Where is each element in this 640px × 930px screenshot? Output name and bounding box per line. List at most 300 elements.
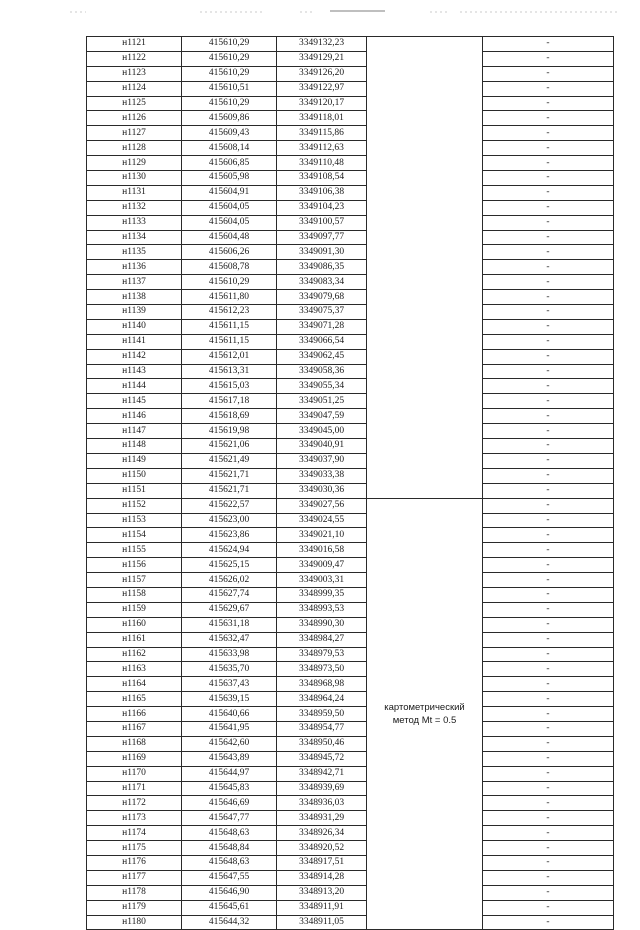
y-coordinate-cell: 3349112,63 bbox=[277, 141, 367, 156]
y-coordinate-cell: 3349045,00 bbox=[277, 424, 367, 439]
point-name-cell: н1121 bbox=[87, 37, 182, 52]
description-cell: - bbox=[483, 185, 614, 200]
y-coordinate-cell: 3349126,20 bbox=[277, 66, 367, 81]
x-coordinate-cell: 415621,49 bbox=[182, 453, 277, 468]
y-coordinate-cell: 3349104,23 bbox=[277, 200, 367, 215]
description-cell: - bbox=[483, 409, 614, 424]
x-coordinate-cell: 415648,63 bbox=[182, 855, 277, 870]
x-coordinate-cell: 415633,98 bbox=[182, 647, 277, 662]
x-coordinate-cell: 415639,15 bbox=[182, 692, 277, 707]
table-row bbox=[87, 781, 614, 796]
y-coordinate-cell: 3349097,77 bbox=[277, 230, 367, 245]
description-cell: - bbox=[483, 453, 614, 468]
y-coordinate-cell: 3348913,20 bbox=[277, 885, 367, 900]
table-row bbox=[87, 766, 614, 781]
point-name-cell: н1135 bbox=[87, 245, 182, 260]
description-cell: - bbox=[483, 826, 614, 841]
table-row bbox=[87, 855, 614, 870]
description-cell: - bbox=[483, 811, 614, 826]
y-coordinate-cell: 3348990,30 bbox=[277, 617, 367, 632]
x-coordinate-cell: 415644,32 bbox=[182, 915, 277, 930]
table-row bbox=[87, 885, 614, 900]
description-cell: - bbox=[483, 796, 614, 811]
table-row bbox=[87, 290, 614, 305]
table-row bbox=[87, 379, 614, 394]
table-row bbox=[87, 811, 614, 826]
table-row bbox=[87, 513, 614, 528]
x-coordinate-cell: 415612,01 bbox=[182, 349, 277, 364]
point-name-cell: н1149 bbox=[87, 453, 182, 468]
x-coordinate-cell: 415605,98 bbox=[182, 171, 277, 186]
point-name-cell: н1144 bbox=[87, 379, 182, 394]
y-coordinate-cell: 3349003,31 bbox=[277, 573, 367, 588]
description-cell: - bbox=[483, 498, 614, 513]
description-cell: - bbox=[483, 379, 614, 394]
table-row bbox=[87, 602, 614, 617]
description-cell: - bbox=[483, 260, 614, 275]
table-row bbox=[87, 141, 614, 156]
description-cell: - bbox=[483, 736, 614, 751]
description-cell: - bbox=[483, 290, 614, 305]
x-coordinate-cell: 415624,94 bbox=[182, 543, 277, 558]
y-coordinate-cell: 3349083,34 bbox=[277, 275, 367, 290]
y-coordinate-cell: 3348939,69 bbox=[277, 781, 367, 796]
point-name-cell: н1129 bbox=[87, 156, 182, 171]
description-cell: - bbox=[483, 394, 614, 409]
point-name-cell: н1170 bbox=[87, 766, 182, 781]
x-coordinate-cell: 415648,63 bbox=[182, 826, 277, 841]
y-coordinate-cell: 3349009,47 bbox=[277, 558, 367, 573]
method-label-line1: картометрический bbox=[384, 702, 465, 714]
point-name-cell: н1160 bbox=[87, 617, 182, 632]
table-row bbox=[87, 364, 614, 379]
x-coordinate-cell: 415618,69 bbox=[182, 409, 277, 424]
table-row bbox=[87, 409, 614, 424]
point-name-cell: н1138 bbox=[87, 290, 182, 305]
x-coordinate-cell: 415621,71 bbox=[182, 483, 277, 498]
description-cell: - bbox=[483, 171, 614, 186]
x-coordinate-cell: 415646,69 bbox=[182, 796, 277, 811]
table-row bbox=[87, 721, 614, 736]
table-row bbox=[87, 826, 614, 841]
point-name-cell: н1162 bbox=[87, 647, 182, 662]
description-cell: - bbox=[483, 573, 614, 588]
description-cell: - bbox=[483, 543, 614, 558]
point-name-cell: н1172 bbox=[87, 796, 182, 811]
table-row bbox=[87, 439, 614, 454]
y-coordinate-cell: 3348920,52 bbox=[277, 841, 367, 856]
description-cell: - bbox=[483, 915, 614, 930]
y-coordinate-cell: 3349118,01 bbox=[277, 111, 367, 126]
point-name-cell: н1150 bbox=[87, 468, 182, 483]
x-coordinate-cell: 415609,86 bbox=[182, 111, 277, 126]
table-row bbox=[87, 915, 614, 930]
y-coordinate-cell: 3349027,56 bbox=[277, 498, 367, 513]
point-name-cell: н1122 bbox=[87, 51, 182, 66]
y-coordinate-cell: 3349106,38 bbox=[277, 185, 367, 200]
y-coordinate-cell: 3348984,27 bbox=[277, 632, 367, 647]
x-coordinate-cell: 415608,78 bbox=[182, 260, 277, 275]
table-row bbox=[87, 632, 614, 647]
x-coordinate-cell: 415604,05 bbox=[182, 215, 277, 230]
y-coordinate-cell: 3349115,86 bbox=[277, 126, 367, 141]
point-name-cell: н1143 bbox=[87, 364, 182, 379]
description-cell: - bbox=[483, 721, 614, 736]
y-coordinate-cell: 3348973,50 bbox=[277, 662, 367, 677]
point-name-cell: н1168 bbox=[87, 736, 182, 751]
description-cell: - bbox=[483, 751, 614, 766]
y-coordinate-cell: 3349122,97 bbox=[277, 81, 367, 96]
point-name-cell: н1123 bbox=[87, 66, 182, 81]
table-row bbox=[87, 111, 614, 126]
x-coordinate-cell: 415609,43 bbox=[182, 126, 277, 141]
coordinates-table-body bbox=[87, 37, 614, 930]
table-row bbox=[87, 334, 614, 349]
y-coordinate-cell: 3349110,48 bbox=[277, 156, 367, 171]
table-row bbox=[87, 305, 614, 320]
y-coordinate-cell: 3349051,25 bbox=[277, 394, 367, 409]
table-row bbox=[87, 394, 614, 409]
point-name-cell: н1176 bbox=[87, 855, 182, 870]
description-cell: - bbox=[483, 126, 614, 141]
y-coordinate-cell: 3348914,28 bbox=[277, 870, 367, 885]
point-name-cell: н1180 bbox=[87, 915, 182, 930]
description-cell: - bbox=[483, 141, 614, 156]
y-coordinate-cell: 3349079,68 bbox=[277, 290, 367, 305]
description-cell: - bbox=[483, 558, 614, 573]
description-cell: - bbox=[483, 677, 614, 692]
y-coordinate-cell: 3348950,46 bbox=[277, 736, 367, 751]
description-cell: - bbox=[483, 632, 614, 647]
table-row bbox=[87, 96, 614, 111]
y-coordinate-cell: 3348968,98 bbox=[277, 677, 367, 692]
description-cell: - bbox=[483, 513, 614, 528]
description-cell: - bbox=[483, 111, 614, 126]
x-coordinate-cell: 415615,03 bbox=[182, 379, 277, 394]
x-coordinate-cell: 415645,83 bbox=[182, 781, 277, 796]
x-coordinate-cell: 415606,85 bbox=[182, 156, 277, 171]
point-name-cell: н1178 bbox=[87, 885, 182, 900]
y-coordinate-cell: 3349132,23 bbox=[277, 37, 367, 52]
description-cell: - bbox=[483, 200, 614, 215]
point-name-cell: н1171 bbox=[87, 781, 182, 796]
point-name-cell: н1151 bbox=[87, 483, 182, 498]
method-label-line2: метод Mt = 0.5 bbox=[392, 715, 457, 727]
description-cell: - bbox=[483, 349, 614, 364]
point-name-cell: н1130 bbox=[87, 171, 182, 186]
point-name-cell: н1159 bbox=[87, 602, 182, 617]
x-coordinate-cell: 415612,23 bbox=[182, 305, 277, 320]
description-cell: - bbox=[483, 617, 614, 632]
x-coordinate-cell: 415610,51 bbox=[182, 81, 277, 96]
point-name-cell: н1134 bbox=[87, 230, 182, 245]
table-row bbox=[87, 870, 614, 885]
description-cell: - bbox=[483, 841, 614, 856]
table-row bbox=[87, 573, 614, 588]
y-coordinate-cell: 3349108,54 bbox=[277, 171, 367, 186]
x-coordinate-cell: 415610,29 bbox=[182, 96, 277, 111]
description-cell: - bbox=[483, 855, 614, 870]
table-row bbox=[87, 81, 614, 96]
x-coordinate-cell: 415623,00 bbox=[182, 513, 277, 528]
y-coordinate-cell: 3349091,30 bbox=[277, 245, 367, 260]
scan-header-fragment bbox=[0, 0, 640, 30]
description-cell: - bbox=[483, 424, 614, 439]
point-name-cell: н1174 bbox=[87, 826, 182, 841]
x-coordinate-cell: 415627,74 bbox=[182, 587, 277, 602]
description-cell: - bbox=[483, 334, 614, 349]
table-row bbox=[87, 319, 614, 334]
description-cell: - bbox=[483, 215, 614, 230]
description-cell: - bbox=[483, 156, 614, 171]
y-coordinate-cell: 3348979,53 bbox=[277, 647, 367, 662]
x-coordinate-cell: 415645,61 bbox=[182, 900, 277, 915]
x-coordinate-cell: 415606,26 bbox=[182, 245, 277, 260]
point-name-cell: н1169 bbox=[87, 751, 182, 766]
point-name-cell: н1175 bbox=[87, 841, 182, 856]
description-cell: - bbox=[483, 245, 614, 260]
point-name-cell: н1140 bbox=[87, 319, 182, 334]
table-row bbox=[87, 424, 614, 439]
x-coordinate-cell: 415611,15 bbox=[182, 334, 277, 349]
x-coordinate-cell: 415647,77 bbox=[182, 811, 277, 826]
table-row bbox=[87, 171, 614, 186]
table-row bbox=[87, 453, 614, 468]
table-row bbox=[87, 349, 614, 364]
point-name-cell: н1154 bbox=[87, 528, 182, 543]
x-coordinate-cell: 415617,18 bbox=[182, 394, 277, 409]
point-name-cell: н1145 bbox=[87, 394, 182, 409]
y-coordinate-cell: 3348954,77 bbox=[277, 721, 367, 736]
x-coordinate-cell: 415610,29 bbox=[182, 37, 277, 52]
table-row bbox=[87, 498, 614, 513]
table-row bbox=[87, 230, 614, 245]
description-cell: - bbox=[483, 66, 614, 81]
point-name-cell: н1148 bbox=[87, 439, 182, 454]
y-coordinate-cell: 3348926,34 bbox=[277, 826, 367, 841]
description-cell: - bbox=[483, 647, 614, 662]
table-row bbox=[87, 587, 614, 602]
point-name-cell: н1128 bbox=[87, 141, 182, 156]
point-name-cell: н1133 bbox=[87, 215, 182, 230]
point-name-cell: н1153 bbox=[87, 513, 182, 528]
description-cell: - bbox=[483, 766, 614, 781]
description-cell: - bbox=[483, 275, 614, 290]
x-coordinate-cell: 415632,47 bbox=[182, 632, 277, 647]
point-name-cell: н1141 bbox=[87, 334, 182, 349]
x-coordinate-cell: 415604,48 bbox=[182, 230, 277, 245]
table-row bbox=[87, 900, 614, 915]
table-row bbox=[87, 751, 614, 766]
x-coordinate-cell: 415621,06 bbox=[182, 439, 277, 454]
description-cell: - bbox=[483, 662, 614, 677]
point-name-cell: н1137 bbox=[87, 275, 182, 290]
x-coordinate-cell: 415622,57 bbox=[182, 498, 277, 513]
table-row bbox=[87, 468, 614, 483]
point-name-cell: н1167 bbox=[87, 721, 182, 736]
table-row bbox=[87, 617, 614, 632]
y-coordinate-cell: 3349047,59 bbox=[277, 409, 367, 424]
point-name-cell: н1173 bbox=[87, 811, 182, 826]
x-coordinate-cell: 415626,02 bbox=[182, 573, 277, 588]
point-name-cell: н1177 bbox=[87, 870, 182, 885]
y-coordinate-cell: 3349021,10 bbox=[277, 528, 367, 543]
table-row bbox=[87, 156, 614, 171]
method-cell bbox=[367, 498, 483, 930]
description-cell: - bbox=[483, 528, 614, 543]
table-row bbox=[87, 245, 614, 260]
point-name-cell: н1155 bbox=[87, 543, 182, 558]
x-coordinate-cell: 415644,97 bbox=[182, 766, 277, 781]
y-coordinate-cell: 3349055,34 bbox=[277, 379, 367, 394]
x-coordinate-cell: 415643,89 bbox=[182, 751, 277, 766]
y-coordinate-cell: 3349062,45 bbox=[277, 349, 367, 364]
method-cell-upper bbox=[367, 37, 483, 499]
description-cell: - bbox=[483, 483, 614, 498]
y-coordinate-cell: 3349058,36 bbox=[277, 364, 367, 379]
y-coordinate-cell: 3349086,35 bbox=[277, 260, 367, 275]
description-cell: - bbox=[483, 900, 614, 915]
y-coordinate-cell: 3349024,55 bbox=[277, 513, 367, 528]
table-row bbox=[87, 677, 614, 692]
table-row bbox=[87, 200, 614, 215]
table-row bbox=[87, 215, 614, 230]
point-name-cell: н1132 bbox=[87, 200, 182, 215]
table-row bbox=[87, 796, 614, 811]
description-cell: - bbox=[483, 37, 614, 52]
x-coordinate-cell: 415604,91 bbox=[182, 185, 277, 200]
y-coordinate-cell: 3348959,50 bbox=[277, 707, 367, 722]
y-coordinate-cell: 3349030,36 bbox=[277, 483, 367, 498]
point-name-cell: н1126 bbox=[87, 111, 182, 126]
y-coordinate-cell: 3348917,51 bbox=[277, 855, 367, 870]
x-coordinate-cell: 415610,29 bbox=[182, 66, 277, 81]
x-coordinate-cell: 415640,66 bbox=[182, 707, 277, 722]
x-coordinate-cell: 415611,15 bbox=[182, 319, 277, 334]
y-coordinate-cell: 3349066,54 bbox=[277, 334, 367, 349]
x-coordinate-cell: 415637,43 bbox=[182, 677, 277, 692]
x-coordinate-cell: 415635,70 bbox=[182, 662, 277, 677]
y-coordinate-cell: 3348964,24 bbox=[277, 692, 367, 707]
point-name-cell: н1179 bbox=[87, 900, 182, 915]
coordinates-table bbox=[86, 36, 614, 930]
x-coordinate-cell: 415625,15 bbox=[182, 558, 277, 573]
point-name-cell: н1157 bbox=[87, 573, 182, 588]
x-coordinate-cell: 415642,60 bbox=[182, 736, 277, 751]
description-cell: - bbox=[483, 364, 614, 379]
y-coordinate-cell: 3349075,37 bbox=[277, 305, 367, 320]
point-name-cell: н1158 bbox=[87, 587, 182, 602]
x-coordinate-cell: 415610,29 bbox=[182, 275, 277, 290]
point-name-cell: н1136 bbox=[87, 260, 182, 275]
table-row bbox=[87, 37, 614, 52]
description-cell: - bbox=[483, 707, 614, 722]
y-coordinate-cell: 3349071,28 bbox=[277, 319, 367, 334]
x-coordinate-cell: 415648,84 bbox=[182, 841, 277, 856]
y-coordinate-cell: 3348993,53 bbox=[277, 602, 367, 617]
point-name-cell: н1161 bbox=[87, 632, 182, 647]
point-name-cell: н1127 bbox=[87, 126, 182, 141]
point-name-cell: н1165 bbox=[87, 692, 182, 707]
table-row bbox=[87, 528, 614, 543]
y-coordinate-cell: 3348911,91 bbox=[277, 900, 367, 915]
table-row bbox=[87, 736, 614, 751]
description-cell: - bbox=[483, 51, 614, 66]
x-coordinate-cell: 415621,71 bbox=[182, 468, 277, 483]
description-cell: - bbox=[483, 870, 614, 885]
description-cell: - bbox=[483, 692, 614, 707]
y-coordinate-cell: 3349040,91 bbox=[277, 439, 367, 454]
table-row bbox=[87, 707, 614, 722]
table-row bbox=[87, 51, 614, 66]
x-coordinate-cell: 415610,29 bbox=[182, 51, 277, 66]
x-coordinate-cell: 415623,86 bbox=[182, 528, 277, 543]
y-coordinate-cell: 3348911,05 bbox=[277, 915, 367, 930]
description-cell: - bbox=[483, 96, 614, 111]
description-cell: - bbox=[483, 81, 614, 96]
x-coordinate-cell: 415611,80 bbox=[182, 290, 277, 305]
x-coordinate-cell: 415641,95 bbox=[182, 721, 277, 736]
table-row bbox=[87, 543, 614, 558]
y-coordinate-cell: 3348931,29 bbox=[277, 811, 367, 826]
description-cell: - bbox=[483, 468, 614, 483]
x-coordinate-cell: 415613,31 bbox=[182, 364, 277, 379]
description-cell: - bbox=[483, 885, 614, 900]
description-cell: - bbox=[483, 439, 614, 454]
table-row bbox=[87, 841, 614, 856]
point-name-cell: н1166 bbox=[87, 707, 182, 722]
y-coordinate-cell: 3349033,38 bbox=[277, 468, 367, 483]
table-row bbox=[87, 647, 614, 662]
table-row bbox=[87, 275, 614, 290]
description-cell: - bbox=[483, 319, 614, 334]
description-cell: - bbox=[483, 781, 614, 796]
point-name-cell: н1146 bbox=[87, 409, 182, 424]
y-coordinate-cell: 3349016,58 bbox=[277, 543, 367, 558]
point-name-cell: н1124 bbox=[87, 81, 182, 96]
x-coordinate-cell: 415608,14 bbox=[182, 141, 277, 156]
x-coordinate-cell: 415629,67 bbox=[182, 602, 277, 617]
table-row bbox=[87, 662, 614, 677]
description-cell: - bbox=[483, 305, 614, 320]
x-coordinate-cell: 415619,98 bbox=[182, 424, 277, 439]
table-row bbox=[87, 185, 614, 200]
x-coordinate-cell: 415646,90 bbox=[182, 885, 277, 900]
x-coordinate-cell: 415647,55 bbox=[182, 870, 277, 885]
description-cell: - bbox=[483, 587, 614, 602]
point-name-cell: н1142 bbox=[87, 349, 182, 364]
point-name-cell: н1131 bbox=[87, 185, 182, 200]
point-name-cell: н1147 bbox=[87, 424, 182, 439]
point-name-cell: н1139 bbox=[87, 305, 182, 320]
y-coordinate-cell: 3348942,71 bbox=[277, 766, 367, 781]
y-coordinate-cell: 3348945,72 bbox=[277, 751, 367, 766]
point-name-cell: н1164 bbox=[87, 677, 182, 692]
y-coordinate-cell: 3349120,17 bbox=[277, 96, 367, 111]
table-row bbox=[87, 66, 614, 81]
point-name-cell: н1156 bbox=[87, 558, 182, 573]
table-row bbox=[87, 126, 614, 141]
y-coordinate-cell: 3348936,03 bbox=[277, 796, 367, 811]
table-row bbox=[87, 558, 614, 573]
x-coordinate-cell: 415604,05 bbox=[182, 200, 277, 215]
description-cell: - bbox=[483, 230, 614, 245]
point-name-cell: н1152 bbox=[87, 498, 182, 513]
point-name-cell: н1163 bbox=[87, 662, 182, 677]
y-coordinate-cell: 3349037,90 bbox=[277, 453, 367, 468]
point-name-cell: н1125 bbox=[87, 96, 182, 111]
description-cell: - bbox=[483, 602, 614, 617]
